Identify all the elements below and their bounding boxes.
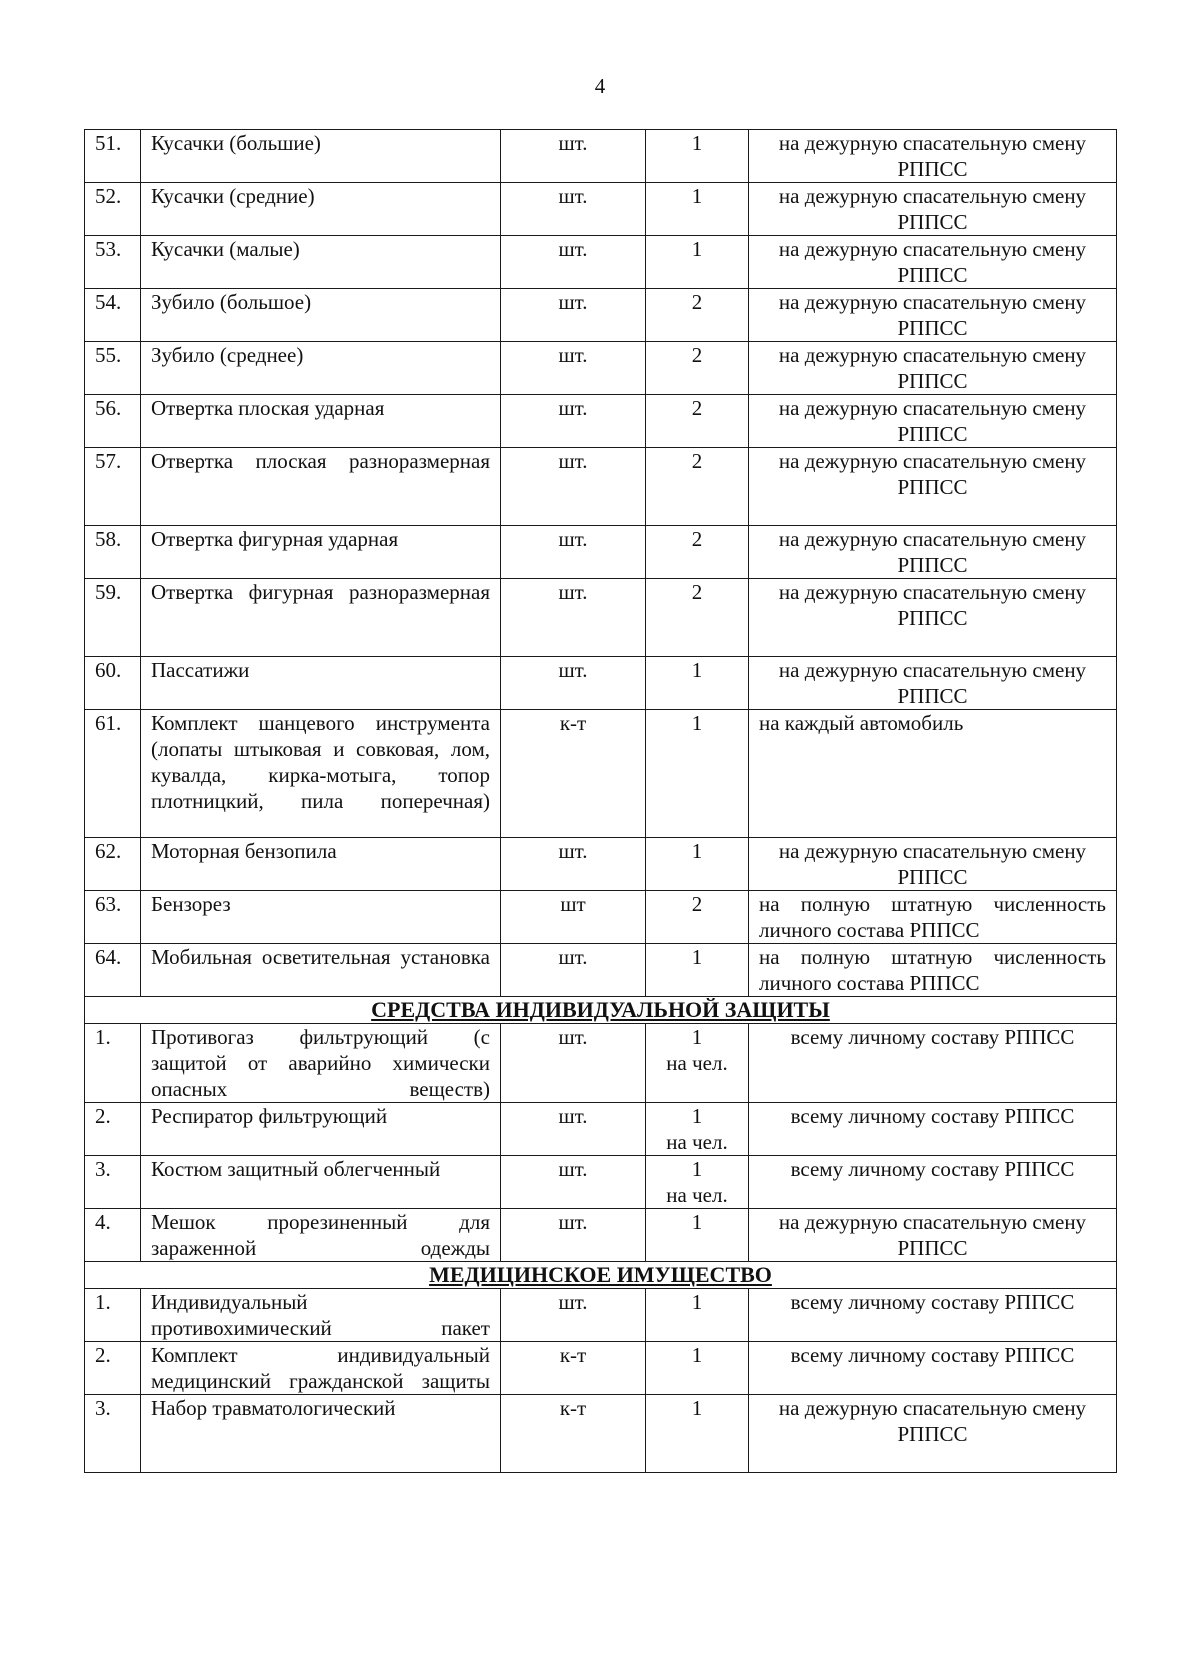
row-number: 56.	[85, 395, 141, 448]
section-header-ppe	[85, 997, 1117, 1024]
item-unit: к-т	[501, 1395, 646, 1473]
table-row	[85, 891, 1117, 944]
item-note: на дежурную спасательную смену РППСС	[749, 130, 1117, 183]
table-row	[85, 579, 1117, 657]
item-note: на дежурную спасательную смену РППСС	[749, 448, 1117, 526]
item-unit: шт.	[501, 289, 646, 342]
row-number: 51.	[85, 130, 141, 183]
table-row	[85, 710, 1117, 838]
item-quantity: 2	[646, 891, 749, 944]
table-row	[85, 1156, 1117, 1209]
table-row	[85, 130, 1117, 183]
item-unit: шт.	[501, 944, 646, 997]
item-quantity: 2	[646, 395, 749, 448]
item-unit: шт.	[501, 1156, 646, 1209]
table-row	[85, 1024, 1117, 1103]
item-quantity: 2	[646, 579, 749, 657]
item-quantity: 1	[646, 1395, 749, 1473]
item-name: Зубило (среднее)	[141, 342, 501, 395]
item-unit: шт.	[501, 1103, 646, 1156]
item-quantity	[646, 1156, 749, 1209]
row-number: 63.	[85, 891, 141, 944]
row-number: 3.	[85, 1395, 141, 1473]
item-unit: шт.	[501, 183, 646, 236]
item-name: Зубило (большое)	[141, 289, 501, 342]
table-row	[85, 395, 1117, 448]
quantity-per-person: на чел.	[666, 1183, 728, 1207]
item-unit: шт.	[501, 448, 646, 526]
item-name: Отвертка плоская ударная	[141, 395, 501, 448]
quantity-per-person: на чел.	[666, 1130, 728, 1154]
table-row	[85, 1209, 1117, 1262]
item-quantity: 1	[646, 657, 749, 710]
item-note: на дежурную спасательную смену РППСС	[749, 395, 1117, 448]
item-name: Костюм защитный облегченный	[141, 1156, 501, 1209]
item-name: Кусачки (большие)	[141, 130, 501, 183]
section-header-medical	[85, 1262, 1117, 1289]
item-name: Отвертка фигурная разноразмерная	[141, 579, 501, 657]
row-number: 62.	[85, 838, 141, 891]
table-row	[85, 838, 1117, 891]
item-note: всему личному составу РППСС	[749, 1024, 1117, 1103]
quantity-value: 1	[691, 1157, 703, 1181]
item-quantity	[646, 1103, 749, 1156]
table-row	[85, 236, 1117, 289]
row-number: 2.	[85, 1342, 141, 1395]
item-note: на дежурную спасательную смену РППСС	[749, 236, 1117, 289]
item-note: на дежурную спасательную смену РППСС	[749, 579, 1117, 657]
item-note: на дежурную спасательную смену РППСС	[749, 526, 1117, 579]
item-quantity: 1	[646, 183, 749, 236]
item-quantity: 2	[646, 289, 749, 342]
page-number: 4	[594, 74, 606, 98]
item-note: на дежурную спасательную смену РППСС	[749, 342, 1117, 395]
item-name: Бензорез	[141, 891, 501, 944]
item-quantity: 2	[646, 526, 749, 579]
item-note: всему личному составу РППСС	[749, 1342, 1117, 1395]
item-note: на каждый автомобиль	[749, 710, 1117, 838]
item-note: на полную штатную численность личного состава РППСС	[749, 891, 1117, 944]
quantity-value: 1	[691, 1025, 703, 1049]
item-note: на дежурную спасательную смену РППСС	[749, 183, 1117, 236]
item-name: Пассатижи	[141, 657, 501, 710]
item-name: Комплект индивидуальный медицинский гражданской защиты	[141, 1342, 501, 1395]
item-note: на дежурную спасательную смену РППСС	[749, 1395, 1117, 1473]
item-name: Мешок прорезиненный для зараженной одежды	[141, 1209, 501, 1262]
item-unit: шт.	[501, 1209, 646, 1262]
table-row	[85, 1103, 1117, 1156]
item-unit: шт.	[501, 342, 646, 395]
section-title: СРЕДСТВА ИНДИВИДУАЛЬНОЙ ЗАЩИТЫ	[85, 997, 1117, 1024]
item-name: Респиратор фильтрующий	[141, 1103, 501, 1156]
item-unit: к-т	[501, 1342, 646, 1395]
row-number: 55.	[85, 342, 141, 395]
item-unit: шт.	[501, 236, 646, 289]
table-row	[85, 448, 1117, 526]
item-name: Комплект шанцевого инструмента (лопаты штыковая и совковая, лом, кувалда, кирка-мотыга, топор плотницкий, пила поперечная)	[141, 710, 501, 838]
row-number: 1.	[85, 1024, 141, 1103]
item-name: Отвертка фигурная ударная	[141, 526, 501, 579]
item-quantity: 1	[646, 710, 749, 838]
item-quantity	[646, 1024, 749, 1103]
item-name: Индивидуальный противохимический пакет	[141, 1289, 501, 1342]
quantity-per-person: на чел.	[666, 1051, 728, 1075]
item-unit: шт.	[501, 657, 646, 710]
row-number: 52.	[85, 183, 141, 236]
item-quantity: 2	[646, 448, 749, 526]
item-name: Противогаз фильтрующий (с защитой от аварийно химически опасных веществ)	[141, 1024, 501, 1103]
item-name: Кусачки (средние)	[141, 183, 501, 236]
item-note: всему личному составу РППСС	[749, 1156, 1117, 1209]
item-unit: шт.	[501, 838, 646, 891]
item-unit: шт.	[501, 526, 646, 579]
item-quantity: 2	[646, 342, 749, 395]
item-unit: шт.	[501, 395, 646, 448]
equipment-table	[84, 129, 1117, 1473]
table-row	[85, 342, 1117, 395]
item-name: Набор травматологический	[141, 1395, 501, 1473]
item-note: на дежурную спасательную смену РППСС	[749, 289, 1117, 342]
row-number: 60.	[85, 657, 141, 710]
section-title: МЕДИЦИНСКОЕ ИМУЩЕСТВО	[85, 1262, 1117, 1289]
item-quantity: 1	[646, 838, 749, 891]
table-row	[85, 1289, 1117, 1342]
row-number: 59.	[85, 579, 141, 657]
row-number: 58.	[85, 526, 141, 579]
item-quantity: 1	[646, 130, 749, 183]
row-number: 2.	[85, 1103, 141, 1156]
row-number: 54.	[85, 289, 141, 342]
table-row	[85, 1395, 1117, 1473]
item-unit: к-т	[501, 710, 646, 838]
item-name: Отвертка плоская разноразмерная	[141, 448, 501, 526]
table-row	[85, 944, 1117, 997]
item-quantity: 1	[646, 236, 749, 289]
item-name: Кусачки (малые)	[141, 236, 501, 289]
item-note: на дежурную спасательную смену РППСС	[749, 1209, 1117, 1262]
item-note: всему личному составу РППСС	[749, 1289, 1117, 1342]
item-note: на дежурную спасательную смену РППСС	[749, 838, 1117, 891]
row-number: 57.	[85, 448, 141, 526]
item-name: Мобильная осветительная установка	[141, 944, 501, 997]
item-note: на дежурную спасательную смену РППСС	[749, 657, 1117, 710]
row-number: 61.	[85, 710, 141, 838]
item-quantity: 1	[646, 1342, 749, 1395]
table-row	[85, 526, 1117, 579]
item-name: Моторная бензопила	[141, 838, 501, 891]
item-unit: шт.	[501, 579, 646, 657]
item-unit: шт.	[501, 1024, 646, 1103]
table-row	[85, 657, 1117, 710]
quantity-value: 1	[691, 1104, 703, 1128]
table-row	[85, 289, 1117, 342]
row-number: 4.	[85, 1209, 141, 1262]
item-quantity: 1	[646, 944, 749, 997]
item-unit: шт.	[501, 130, 646, 183]
row-number: 1.	[85, 1289, 141, 1342]
table-row	[85, 1342, 1117, 1395]
item-quantity: 1	[646, 1209, 749, 1262]
item-unit: шт	[501, 891, 646, 944]
row-number: 3.	[85, 1156, 141, 1209]
item-quantity: 1	[646, 1289, 749, 1342]
item-note: всему личному составу РППСС	[749, 1103, 1117, 1156]
row-number: 53.	[85, 236, 141, 289]
item-unit: шт.	[501, 1289, 646, 1342]
item-note: на полную штатную численность личного состава РППСС	[749, 944, 1117, 997]
row-number: 64.	[85, 944, 141, 997]
table-row	[85, 183, 1117, 236]
